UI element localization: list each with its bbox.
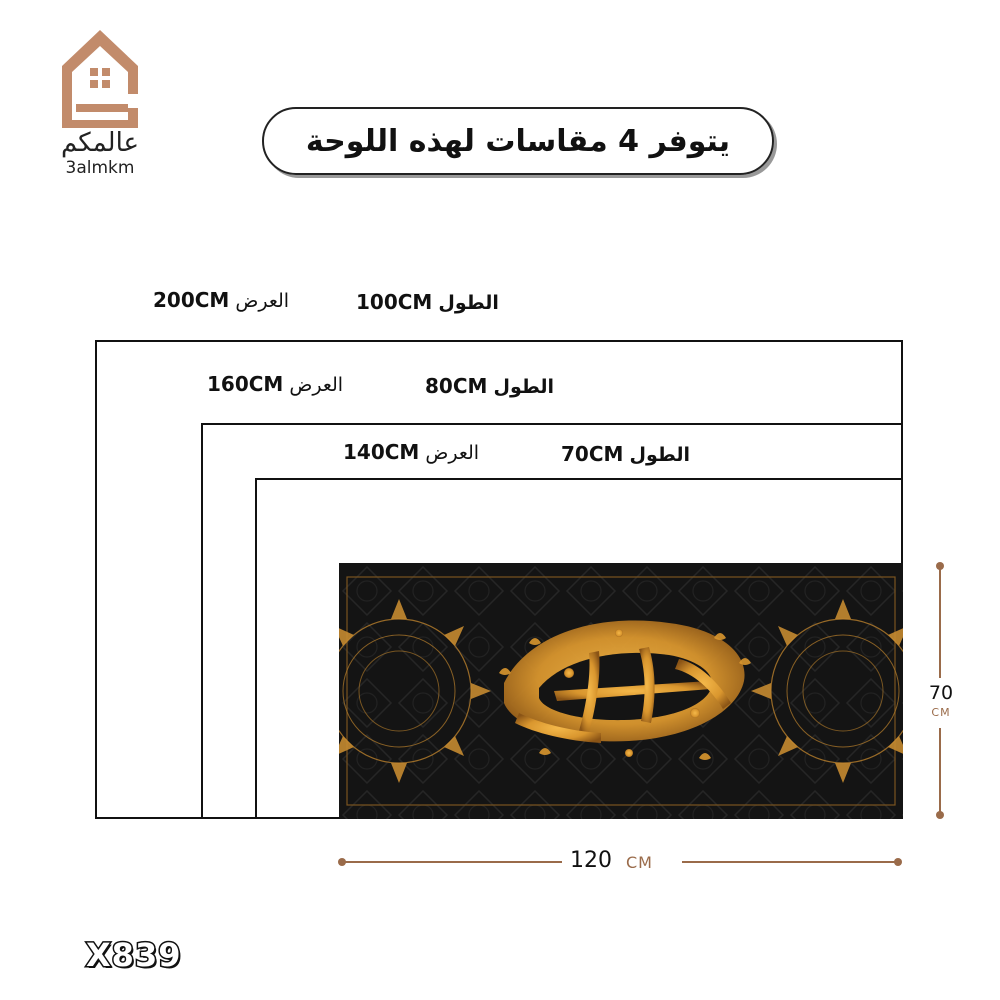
sizes-available-title: يتوفر 4 مقاسات لهذه اللوحة <box>262 107 774 175</box>
size-small-width-value: 140CM <box>343 440 420 464</box>
size-large-length <box>356 290 499 314</box>
size-large-width-label: العرض <box>235 290 290 312</box>
height-measure-dot-top <box>936 562 944 570</box>
size-medium-length <box>425 374 554 398</box>
size-medium-length-value: 80CM <box>425 374 488 398</box>
width-measure-dot-left <box>338 858 346 866</box>
size-medium-length-label: الطول <box>493 376 555 398</box>
size-large-width-value: 200CM <box>153 288 230 312</box>
height-measure-dot-bottom <box>936 811 944 819</box>
calligraphy-painting <box>339 563 903 819</box>
size-small-width <box>343 440 479 464</box>
width-unit: CM <box>626 853 653 872</box>
width-value: 120 <box>570 848 612 873</box>
size-medium-width <box>207 372 343 396</box>
height-unit: CM <box>931 706 951 719</box>
size-small-length-value: 70CM <box>561 442 624 466</box>
size-medium-width-value: 160CM <box>207 372 284 396</box>
size-small-length <box>561 442 690 466</box>
size-large-width <box>153 288 289 312</box>
size-small-width-label: العرض <box>425 442 480 464</box>
product-code: X839 <box>86 936 182 974</box>
size-small-length-label: الطول <box>629 444 691 466</box>
brand-name-latin: 3almkm <box>65 158 135 178</box>
size-medium-width-label: العرض <box>289 374 344 396</box>
height-value: 70 <box>928 682 954 704</box>
brand-name-arabic: عالمكم <box>60 128 140 158</box>
size-large-length-value: 100CM <box>356 290 433 314</box>
size-large-length-label: الطول <box>438 292 499 314</box>
width-measure-dot-right <box>894 858 902 866</box>
